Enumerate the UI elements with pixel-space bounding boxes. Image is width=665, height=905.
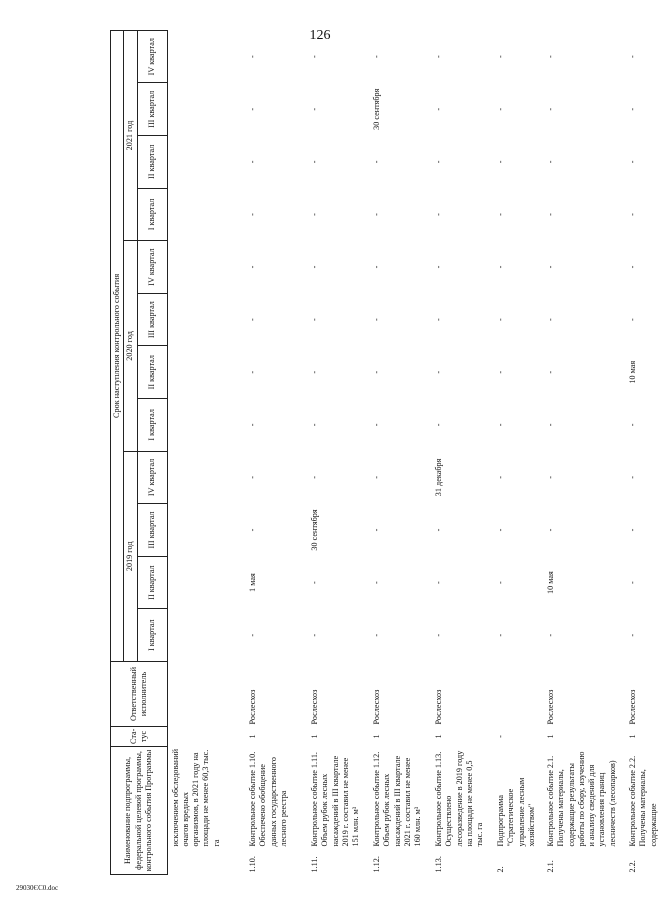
term-cell: -	[496, 581, 505, 584]
term-cell: -	[310, 581, 319, 584]
status-value: 1	[372, 734, 381, 739]
term-cell: -	[628, 160, 637, 164]
term-cell: -	[496, 528, 505, 532]
term-cell: -	[546, 107, 555, 111]
status-value: 1	[310, 734, 319, 739]
term-cell: -	[372, 55, 381, 59]
term-cell	[167, 30, 245, 83]
table-body	[167, 30, 665, 874]
term-cell: -	[546, 633, 555, 637]
term-cell	[167, 241, 245, 294]
term-cell: -	[628, 581, 637, 584]
header-name: Наименование подпрограммы, федеральной целевой программы, контрольного события Программы	[111, 746, 168, 874]
page-number: 126	[309, 28, 331, 43]
term-cell: -	[434, 265, 443, 269]
term-cell: -	[310, 318, 319, 321]
term-cell: 10 мая	[628, 360, 637, 384]
event-name: Контрольное событие 2.2. Получены материалы, содержащие	[628, 755, 658, 847]
executor: Рослесхоз	[372, 689, 381, 725]
executor: Рослесхоз	[546, 689, 555, 725]
header-quarter: III квартал	[137, 504, 167, 557]
row-number: 1.13.	[434, 856, 443, 873]
table-row	[369, 30, 431, 874]
term-cell: -	[372, 581, 381, 584]
term-cell: -	[496, 423, 505, 427]
term-cell: -	[628, 107, 637, 111]
header-executor: Ответственный исполнитель	[111, 661, 168, 726]
term-cell	[167, 188, 245, 241]
executor: Рослесхоз	[434, 689, 443, 725]
term-cell: -	[546, 423, 555, 427]
term-cell	[167, 293, 245, 346]
term-cell: -	[372, 160, 381, 164]
header-quarter: IV квартал	[137, 451, 167, 504]
status-value	[167, 726, 245, 746]
table-row	[307, 30, 369, 874]
term-cell: -	[546, 55, 555, 59]
term-cell: 31 декабря	[434, 458, 443, 497]
header-quarter: I квартал	[137, 399, 167, 452]
term-cell: -	[434, 213, 443, 216]
term-cell: -	[310, 213, 319, 216]
term-cell	[167, 136, 245, 189]
term-cell	[167, 451, 245, 504]
row-number: 1.10.	[248, 856, 257, 873]
term-cell: -	[546, 160, 555, 164]
term-cell: -	[546, 476, 555, 479]
term-cell: 1 мая	[248, 573, 257, 592]
term-cell: -	[248, 370, 257, 374]
term-cell: -	[496, 318, 505, 321]
term-cell: -	[372, 265, 381, 269]
term-cell: -	[372, 423, 381, 427]
table-row	[245, 30, 307, 874]
term-cell: -	[372, 633, 381, 637]
term-cell: -	[628, 213, 637, 216]
term-cell: -	[372, 213, 381, 216]
event-name: Контрольное событие 1.13. Осуществлено лесоразведение в 2019 году на площади не менее 0,5 тыс. га	[434, 750, 484, 847]
header-quarter: III квартал	[137, 293, 167, 346]
term-cell: -	[628, 265, 637, 269]
event-name: Контрольное событие 2.1. Получены материалы, содержащие результаты работы по сбору, изучению и анализу сведений для установления границ лесничеств (лесопарков)	[546, 751, 617, 847]
term-cell	[167, 504, 245, 557]
term-cell: -	[372, 318, 381, 321]
header-year-2020: 2020 год	[124, 241, 137, 451]
term-cell: -	[372, 370, 381, 374]
term-cell: -	[248, 528, 257, 532]
header-year-2019: 2019 год	[124, 451, 137, 661]
event-name: Контрольное событие 1.12. Объем рубок лесных насаждений в III квартале 2021 г. составил не менее 160 млн. м³	[372, 751, 422, 847]
status-value: 1	[546, 734, 555, 739]
term-cell: -	[434, 107, 443, 111]
term-cell: -	[496, 55, 505, 59]
term-cell: -	[310, 160, 319, 164]
term-cell: -	[248, 107, 257, 111]
term-cell: -	[310, 476, 319, 479]
term-cell: -	[310, 370, 319, 374]
term-cell	[167, 556, 245, 609]
term-cell: -	[628, 633, 637, 637]
row-number: 2.	[496, 866, 505, 873]
term-cell: -	[248, 476, 257, 479]
term-cell: -	[248, 265, 257, 269]
term-cell: -	[434, 160, 443, 164]
table-row	[625, 30, 665, 874]
term-cell: -	[310, 265, 319, 269]
term-cell: -	[372, 476, 381, 479]
term-cell: -	[496, 265, 505, 269]
status-value: 1	[628, 734, 637, 739]
term-cell: -	[434, 318, 443, 321]
term-cell: -	[310, 107, 319, 111]
header-term: Срок наступления контрольного события	[111, 30, 124, 661]
event-name: Контрольное событие 1.11. Объем рубок лесных насаждений в III квартале 2019 г. составил не менее 151 млн. м³	[310, 752, 360, 847]
row-number: 1.11.	[310, 856, 319, 873]
rotated-table-wrapper	[110, 30, 658, 875]
term-cell: -	[496, 160, 505, 164]
executor	[167, 661, 245, 726]
term-cell: -	[496, 107, 505, 111]
term-cell: -	[496, 476, 505, 479]
term-cell: -	[434, 55, 443, 59]
term-cell	[167, 83, 245, 136]
status-value: 1	[434, 734, 443, 739]
term-cell	[167, 399, 245, 452]
term-cell: -	[546, 318, 555, 321]
term-cell: -	[546, 370, 555, 374]
term-cell: -	[310, 423, 319, 427]
header-quarter: II квартал	[137, 556, 167, 609]
term-cell: -	[496, 633, 505, 637]
term-cell: -	[628, 55, 637, 59]
row-number: 2.1.	[546, 860, 555, 873]
row-number: 2.2.	[628, 860, 637, 873]
header-status: Ста-тус	[111, 726, 168, 746]
table-row	[167, 30, 245, 874]
term-cell: -	[496, 213, 505, 216]
term-cell: -	[546, 213, 555, 216]
term-cell: -	[628, 528, 637, 532]
control-events-table	[110, 30, 665, 875]
term-cell: 10 мая	[546, 571, 555, 594]
term-cell: -	[434, 528, 443, 532]
term-cell: -	[628, 476, 637, 479]
header-quarter: IV квартал	[137, 241, 167, 294]
term-cell: -	[434, 581, 443, 584]
term-cell: 30 сентября	[372, 88, 381, 130]
term-cell: -	[310, 55, 319, 59]
term-cell	[167, 609, 245, 662]
term-cell	[167, 346, 245, 399]
event-name: Подпрограмма "Стратегическое управление лесным хозяйством"	[496, 777, 536, 847]
term-cell: -	[310, 633, 319, 637]
footer-code: 29030ЄС0.doc	[16, 884, 59, 892]
header-year-2021: 2021 год	[124, 30, 137, 240]
executor: Рослесхоз	[248, 689, 257, 725]
event-name: исключением обследований очагов вредных организмов, в 2021 году на площади не менее 60,3 тыс. га	[170, 748, 221, 847]
term-cell: -	[546, 265, 555, 269]
term-cell: -	[248, 633, 257, 637]
executor	[493, 661, 543, 726]
term-cell: -	[248, 318, 257, 321]
term-cell: -	[248, 213, 257, 216]
term-cell: -	[248, 160, 257, 164]
event-name: Контрольное событие 1.10. Обеспечено обобщение данных государственного лесного реестра	[248, 751, 288, 847]
term-cell: 30 сентября	[310, 509, 319, 551]
header-quarter: III квартал	[137, 83, 167, 136]
term-cell: -	[496, 370, 505, 374]
term-cell: -	[434, 423, 443, 427]
term-cell: -	[372, 528, 381, 532]
table-row	[493, 30, 543, 874]
term-cell: -	[434, 370, 443, 374]
header-quarter: I квартал	[137, 188, 167, 241]
status-value: -	[496, 735, 505, 738]
term-cell: -	[628, 423, 637, 427]
table-row	[431, 30, 493, 874]
table-row	[543, 30, 625, 874]
header-quarter: I квартал	[137, 609, 167, 662]
term-cell: -	[434, 633, 443, 637]
executor: Рослесхоз	[310, 689, 319, 725]
term-cell: -	[628, 318, 637, 321]
term-cell: -	[546, 528, 555, 532]
header-quarter: II квартал	[137, 136, 167, 189]
header-quarter: II квартал	[137, 346, 167, 399]
row-number	[167, 849, 245, 875]
executor: Рослесхоз	[628, 689, 637, 725]
term-cell: -	[248, 55, 257, 59]
term-cell: -	[248, 423, 257, 427]
row-number: 1.12.	[372, 856, 381, 873]
header-quarter: IV квартал	[137, 30, 167, 83]
status-value: 1	[248, 734, 257, 739]
